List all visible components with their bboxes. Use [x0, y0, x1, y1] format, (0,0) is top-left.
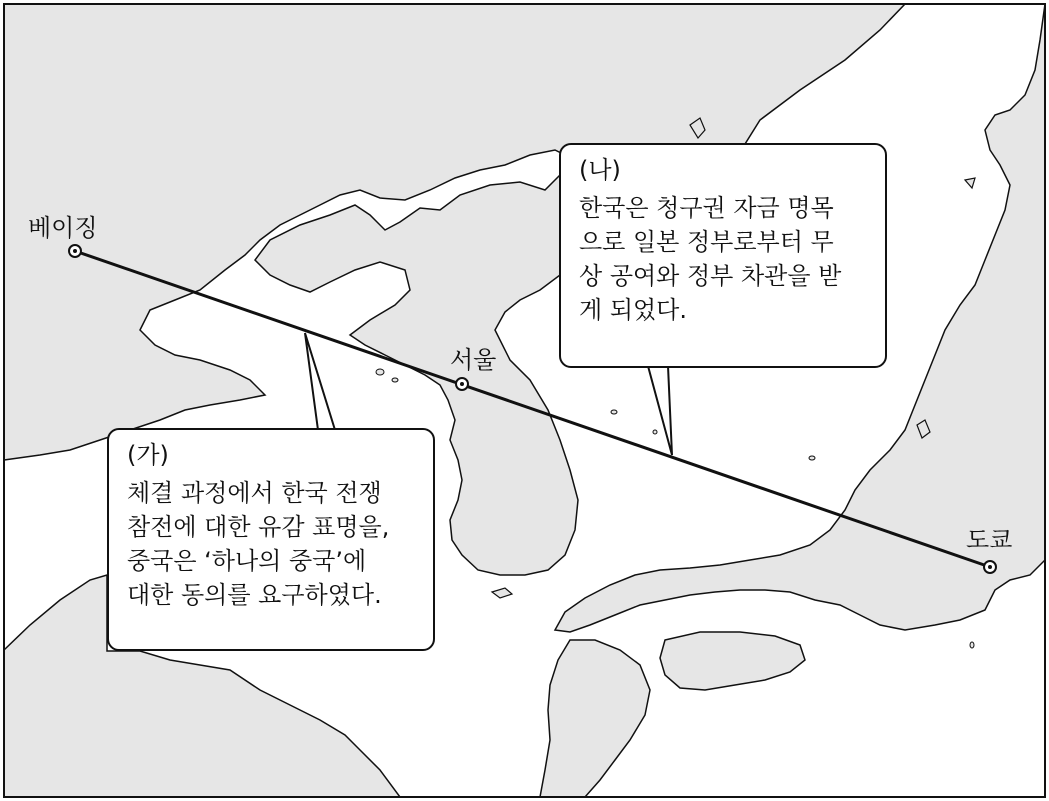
callout-na-title: (나) [579, 156, 621, 184]
callout-na-text: 한국은 청구권 자금 명목 으로 일본 정부로부터 무 상 공여와 정부 차관을 받 게 되었다. [579, 194, 842, 324]
city-beijing-marker [69, 245, 81, 257]
small-island [611, 410, 617, 414]
city-label-tokyo: 도쿄 [966, 526, 1013, 554]
city-label-beijing: 베이징 [28, 214, 98, 242]
callout-ga-title: (가) [127, 441, 169, 469]
city-label-seoul: 서울 [450, 346, 497, 374]
small-island [376, 369, 384, 375]
city-seoul-marker [456, 378, 468, 390]
small-island [809, 456, 815, 460]
small-island [392, 378, 398, 382]
callout-ga [107, 428, 435, 651]
small-island [970, 642, 974, 648]
city-tokyo-marker [984, 561, 996, 573]
callout-na [559, 143, 887, 368]
callout-ga-text: 체결 과정에서 한국 전쟁 참전에 대한 유감 표명을, 중국은 ‘하나의 중국’에 대한 동의를 요구하였다. [127, 479, 390, 609]
small-island [653, 430, 657, 434]
